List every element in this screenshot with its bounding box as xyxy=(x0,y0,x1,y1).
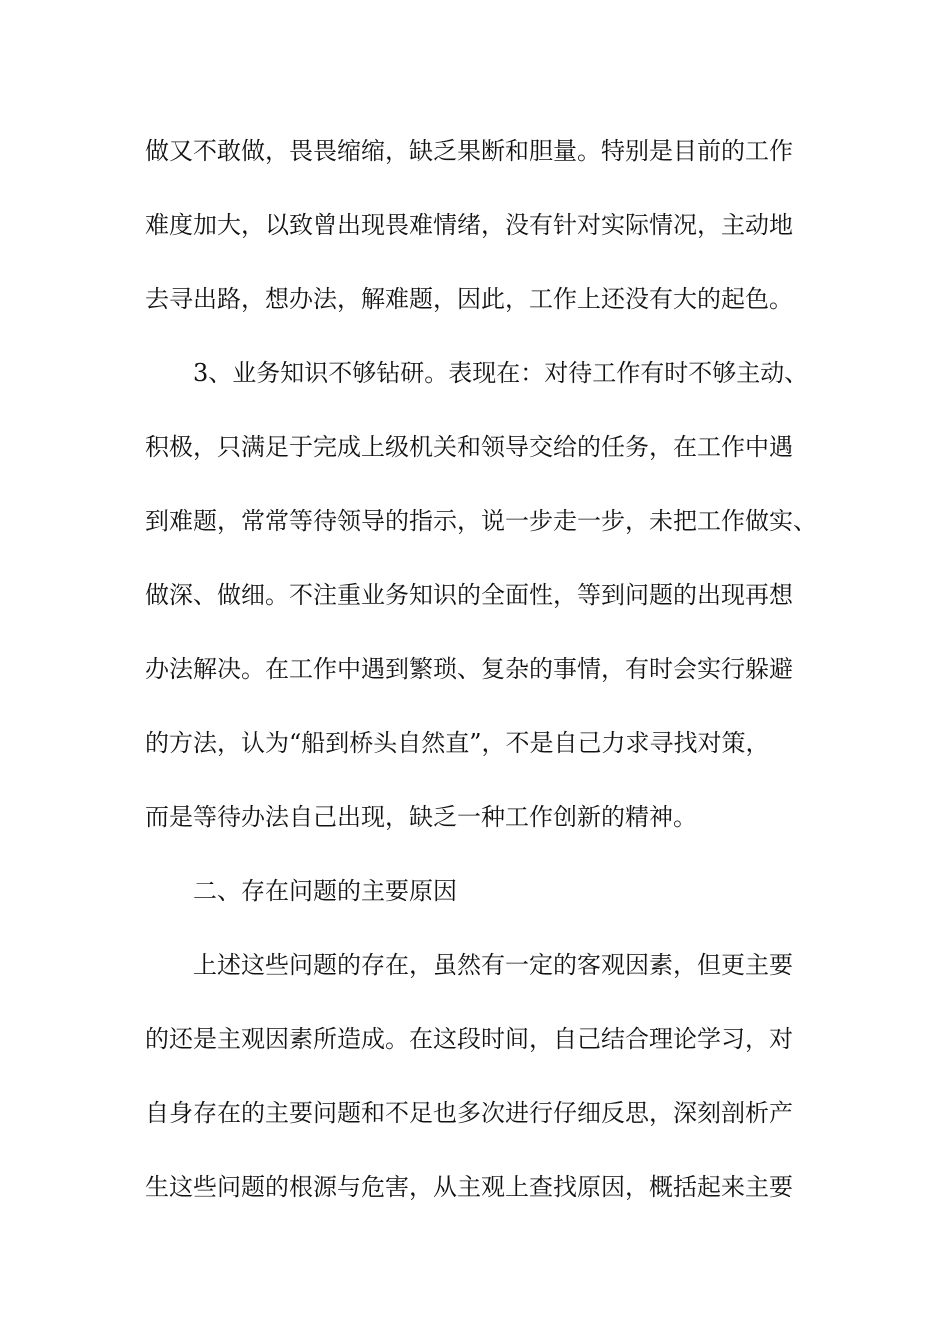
text-line xyxy=(0,1093,950,1133)
text-line xyxy=(0,575,950,615)
text-line xyxy=(0,501,950,541)
line-text: 上述这些问题的存在，虽然有一定的客观因素，但更主要 xyxy=(193,951,793,979)
line-text: 去寻出路，想办法，解难题，因此，工作上还没有大的起色。 xyxy=(145,285,793,313)
line-text: 自身存在的主要问题和不足也多次进行仔细反思，深刻剖析产 xyxy=(145,1099,793,1127)
line-text: 积极，只满足于完成上级机关和领导交给的任务，在工作中遇 xyxy=(145,433,793,461)
heading-text: 二、存在问题的主要原因 xyxy=(193,877,457,905)
line-text: 难度加大，以致曾出现畏难情绪，没有针对实际情况，主动地 xyxy=(145,211,793,239)
line-text: 办法解决。在工作中遇到繁琐、复杂的事情，有时会实行躲避 xyxy=(145,655,793,683)
text-line xyxy=(0,797,950,837)
text-line xyxy=(0,279,950,319)
line-text: 的还是主观因素所造成。在这段时间，自己结合理论学习，对 xyxy=(145,1025,793,1053)
line-text: 的方法，认为“船到桥头自然直”，不是自己力求寻找对策， xyxy=(145,729,770,757)
text-line xyxy=(0,353,950,393)
text-line xyxy=(0,205,950,245)
line-text: 做深、做细。不注重业务知识的全面性，等到问题的出现再想 xyxy=(145,581,793,609)
line-text: 3、业务知识不够钻研。表现在：对待工作有时不够主动、 xyxy=(193,359,809,387)
text-line xyxy=(0,427,950,467)
line-text: 到难题，常常等待领导的指示，说一步走一步，未把工作做实、 xyxy=(145,507,817,535)
line-text: 而是等待办法自己出现，缺乏一种工作创新的精神。 xyxy=(145,803,697,831)
section-heading xyxy=(0,871,950,911)
line-text: 做又不敢做，畏畏缩缩，缺乏果断和胆量。特别是目前的工作 xyxy=(145,137,793,165)
text-line xyxy=(0,649,950,689)
text-line xyxy=(0,723,950,763)
text-line xyxy=(0,1167,950,1207)
text-line xyxy=(0,1019,950,1059)
text-line xyxy=(0,131,950,171)
text-line xyxy=(0,945,950,985)
line-text: 生这些问题的根源与危害，从主观上查找原因，概括起来主要 xyxy=(145,1173,793,1201)
